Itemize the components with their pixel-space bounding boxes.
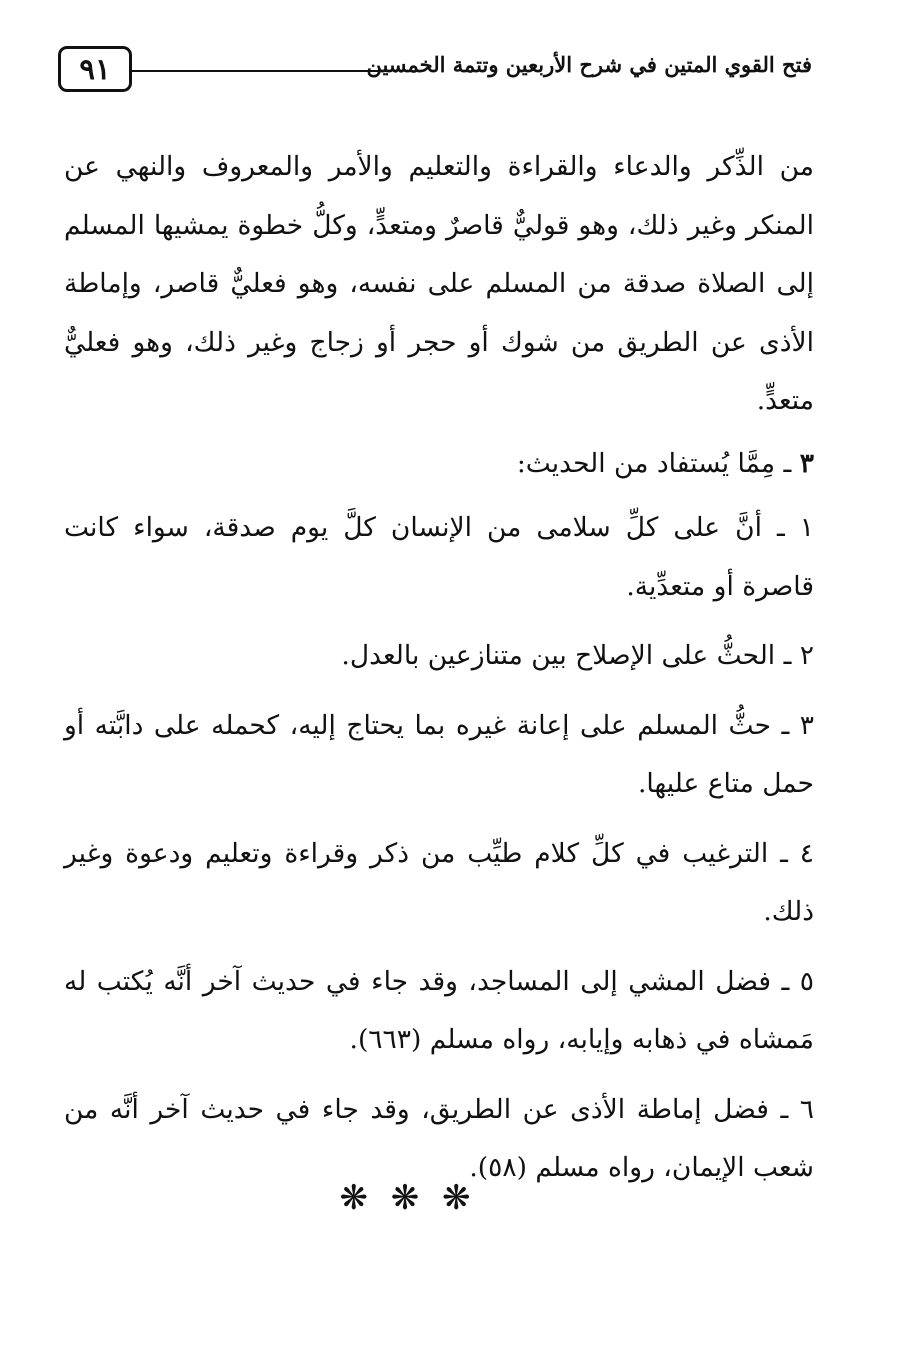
benefit-item-6: ٦ ـ فضل إماطة الأذى عن الطريق، وقد جاء في حديث آخر أنَّه من شعب الإيمان، رواه مسلم (٥٨). xyxy=(64,1093,814,1183)
page-header xyxy=(58,46,812,102)
header-rule xyxy=(132,70,390,72)
section-heading-text: ـ مِمَّا يُستفاد من الحديث: xyxy=(516,447,792,479)
benefit-item-5: ٥ ـ فضل المشي إلى المساجد، وقد جاء في حديث آخر أنَّه يُكتب له مَمشاه في ذهابه وإيابه، رواه مسلم (٦٦٣). xyxy=(64,965,814,1055)
intro-paragraph: من الذِّكر والدعاء والقراءة والتعليم والأمر والمعروف والنهي عن المنكر وغير ذلك، وهو قوليٌّ قاصرٌ ومتعدٍّ، وكلُّ خطوة يمشيها المسلم إلى الصلاة صدقة من المسلم على نفسه، وهو فعليٌّ قاصر، وإماطة الأذى عن الطريق من شوك أو حجر أو زجاج وغير ذلك، وهو فعليٌّ متعدٍّ. xyxy=(64,151,814,416)
section-number: ٣ xyxy=(799,447,814,479)
benefit-item-2: ٢ ـ الحثُّ على الإصلاح بين متنازعين بالعدل. xyxy=(341,640,814,671)
benefit-item-3: ٣ ـ حثُّ المسلم على إعانة غيره بما يحتاج إليه، كحمله على دابَّته أو حمل متاع عليها. xyxy=(64,709,814,799)
page-number: ٩١ xyxy=(58,46,132,92)
running-title: فتح القوي المتين في شرح الأربعين وتتمة الخمسين xyxy=(366,52,812,77)
page-body xyxy=(64,138,814,1209)
benefit-item-4: ٤ ـ الترغيب في كلِّ كلام طيِّب من ذكر وقراءة وتعليم ودعوة وغير ذلك. xyxy=(64,837,814,927)
benefit-item-1: ١ ـ أنَّ على كلِّ سلامى من الإنسان كلَّ يوم صدقة، سواء كانت قاصرة أو متعدِّية. xyxy=(64,512,814,602)
section-separator: ❋ ❋ ❋ xyxy=(339,1178,477,1218)
section-heading xyxy=(64,435,814,494)
